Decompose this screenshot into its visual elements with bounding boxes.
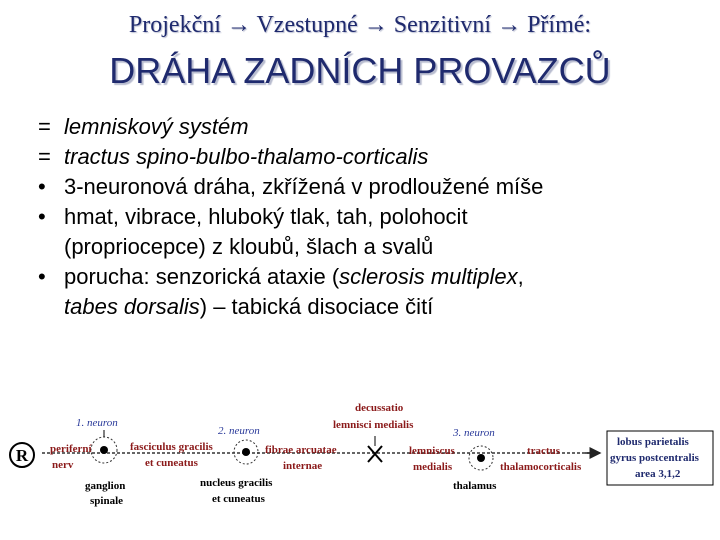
fibrae-label-1: fibrae arcuatae bbox=[265, 444, 337, 456]
nerv-label: nerv bbox=[52, 459, 74, 471]
slide-title: DRÁHA ZADNÍCH PROVAZCŮ bbox=[109, 50, 611, 91]
fasciculus-label-2: et cuneatus bbox=[145, 457, 198, 469]
nucleus-label-2: et cuneatus bbox=[212, 493, 265, 505]
lemniscus-label-1: lemniscus bbox=[409, 445, 455, 457]
bullet-icon: • bbox=[38, 174, 46, 199]
line-text: tractus spino-bulbo-thalamo-corticalis bbox=[64, 144, 429, 169]
neuron2-core bbox=[242, 448, 250, 456]
decussatio-label-2: lemnisci medialis bbox=[333, 419, 414, 431]
periferni-label: periferní bbox=[50, 443, 92, 455]
cortex-box-line-1: lobus parietalis bbox=[617, 436, 689, 448]
neuron3-core bbox=[477, 454, 485, 462]
line-text: lemniskový systém bbox=[64, 114, 249, 139]
bullet-hmat-cont: (propriocepce) z kloubů, šlach a svalů bbox=[64, 234, 434, 259]
line-text: , bbox=[517, 264, 524, 289]
line-text: 3-neuronová dráha, zkřížená v prodloužené míše bbox=[64, 174, 544, 199]
decussatio-label-1: decussatio bbox=[355, 402, 404, 414]
line-text-italic: sclerosis multiplex bbox=[339, 264, 518, 289]
neuron3-label: 3. neuron bbox=[453, 427, 495, 439]
lemniscus-label-2: medialis bbox=[413, 461, 453, 473]
nucleus-label-1: nucleus gracilis bbox=[200, 477, 273, 489]
bullet-icon: • bbox=[38, 264, 46, 289]
line-text: ) – tabická disociace čití bbox=[199, 294, 434, 319]
subtitle: Projekční → Vzestupné → Senzitivní → Přímé: bbox=[128, 12, 592, 38]
cortex-box-line-3: area 3,1,2 bbox=[635, 468, 681, 480]
line-text: hmat, vibrace, hluboký tlak, tah, polohocit bbox=[64, 204, 468, 229]
cortex-box-line-2: gyrus postcentralis bbox=[610, 452, 699, 464]
ganglion-label: ganglion bbox=[85, 480, 126, 492]
bullet-icon: • bbox=[38, 204, 46, 229]
tractus-label-1: tractus bbox=[527, 445, 560, 457]
neuron1-label: 1. neuron bbox=[76, 417, 118, 429]
receptor-label: R bbox=[15, 446, 29, 465]
tractus-label-2: thalamocorticalis bbox=[500, 461, 582, 473]
neuron2-label: 2. neuron bbox=[218, 425, 260, 437]
line-text: porucha: senzorická ataxie ( bbox=[64, 264, 340, 289]
thalamus-label: thalamus bbox=[453, 480, 497, 492]
spinale-label: spinale bbox=[90, 495, 124, 507]
fibrae-label-2: internae bbox=[283, 460, 323, 472]
equals-marker: = bbox=[38, 114, 51, 139]
fasciculus-label-1: fasciculus gracilis bbox=[130, 441, 213, 453]
line-text-italic: tabes dorsalis bbox=[64, 294, 200, 319]
neuron1-core bbox=[100, 446, 108, 454]
equals-marker: = bbox=[38, 144, 51, 169]
